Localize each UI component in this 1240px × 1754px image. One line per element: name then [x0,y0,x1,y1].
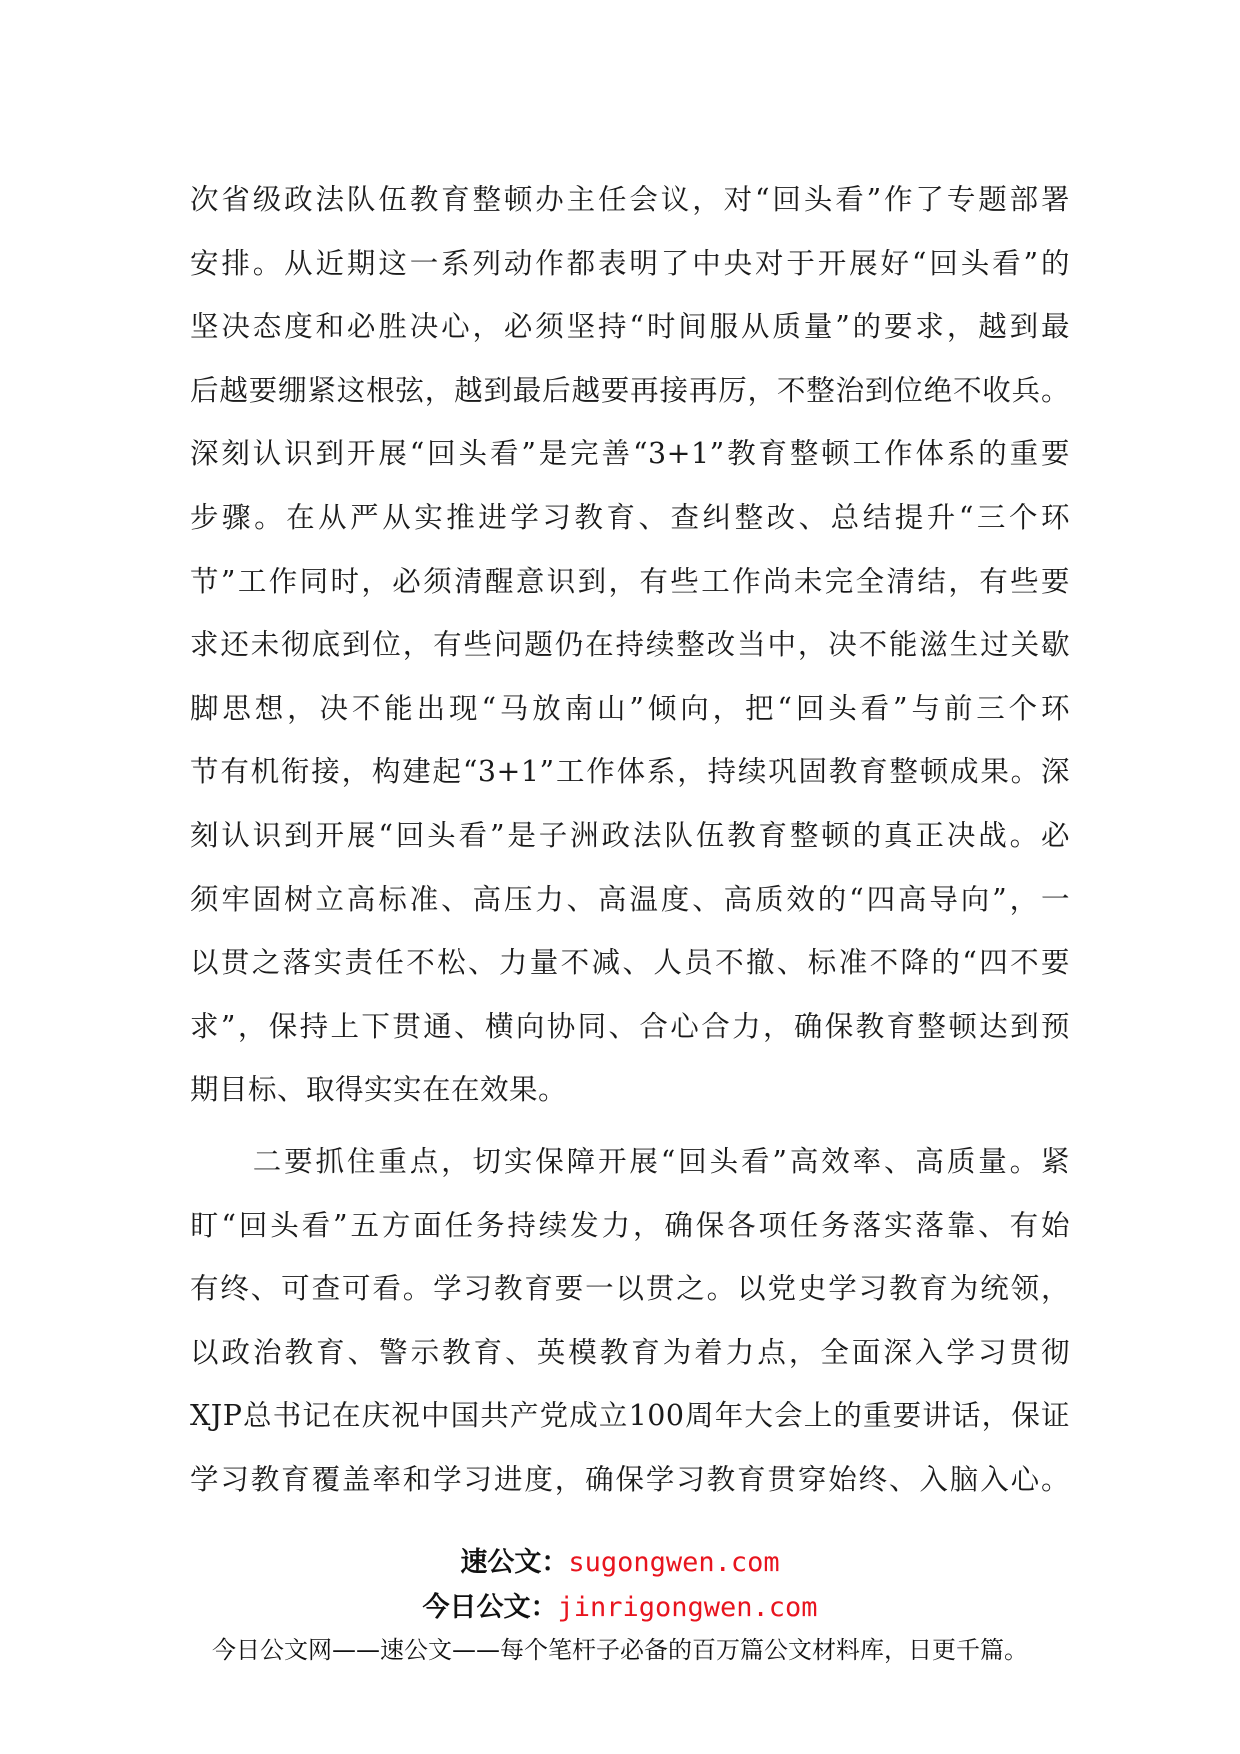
text-line: 坚决态度和必胜决心，必须坚持“时间服从质量”的要求，越到最 [190,310,1070,344]
text-line: 期目标、取得实实在在效果。 [190,1073,568,1107]
text-line: 盯“回头看”五方面任务持续发力，确保各项任务落实落靠、有始 [190,1208,1070,1242]
text-line: 求还未彻底到位，有些问题仍在持续整改当中，决不能滋生过关歇 [190,628,1070,662]
text-line: 以贯之落实责任不松、力量不减、人员不撤、标准不降的“四不要 [190,946,1070,980]
text-line: 节”工作同时，必须清醒意识到，有些工作尚未完全清结，有些要 [190,564,1070,598]
text-line: 以政治教育、警示教育、英模教育为着力点，全面深入学习贯彻 [190,1335,1070,1369]
footer-sugongwen [0,1540,1240,1579]
footer-jinrigongwen [0,1585,1240,1624]
footer-label-sugongwen: 速公文： [460,1547,569,1578]
text-line: 学习教育覆盖率和学习进度，确保学习教育贯穿始终、入脑入心。 [190,1462,1070,1496]
text-line: 安排。从近期这一系列动作都表明了中央对于开展好“回头看”的 [190,246,1070,280]
sugongwen-link[interactable]: sugongwen.com [568,1547,780,1578]
text-line: 有终、可查可看。学习教育要一以贯之。以党史学习教育为统领， [190,1272,1070,1306]
text-line: 二要抓住重点，切实保障开展“回头看”高效率、高质量。紧 [190,1144,1070,1178]
paragraph-1 [190,168,1070,1122]
text-line: 求”，保持上下贯通、横向协同、合心合力，确保教育整顿达到预 [190,1009,1070,1043]
footer-tagline: 今日公文网——速公文——每个笔杆子必备的百万篇公文材料库，日更千篇。 [212,1636,1028,1664]
paragraph-gap [190,1122,1070,1130]
footer-label-jinrigongwen: 今日公文： [422,1592,558,1623]
text-line: 深刻认识到开展“回头看”是完善“3+1”教育整顿工作体系的重要 [190,437,1070,471]
paragraph-2 [190,1130,1070,1512]
text-line: 步骤。在从严从实推进学习教育、查纠整改、总结提升“三个环 [190,500,1070,534]
text-line: 脚思想，决不能出现“马放南山”倾向，把“回头看”与前三个环 [190,691,1070,725]
jinrigongwen-link[interactable]: jinrigongwen.com [557,1592,818,1623]
text-line: 节有机衔接，构建起“3+1”工作体系，持续巩固教育整顿成果。深 [190,755,1070,789]
document-body [190,168,1070,1511]
text-line: XJP总书记在庆祝中国共产党成立100周年大会上的重要讲话，保证 [190,1399,1070,1433]
text-line: 次省级政法队伍教育整顿办主任会议，对“回头看”作了专题部署 [190,183,1070,216]
text-line: 后越要绷紧这根弦，越到最后越要再接再厉，不整治到位绝不收兵。 [190,373,1070,407]
text-line: 刻认识到开展“回头看”是子洲政法队伍教育整顿的真正决战。必 [190,818,1070,852]
text-line: 须牢固树立高标准、高压力、高温度、高质效的“四高导向”，一 [190,882,1070,916]
